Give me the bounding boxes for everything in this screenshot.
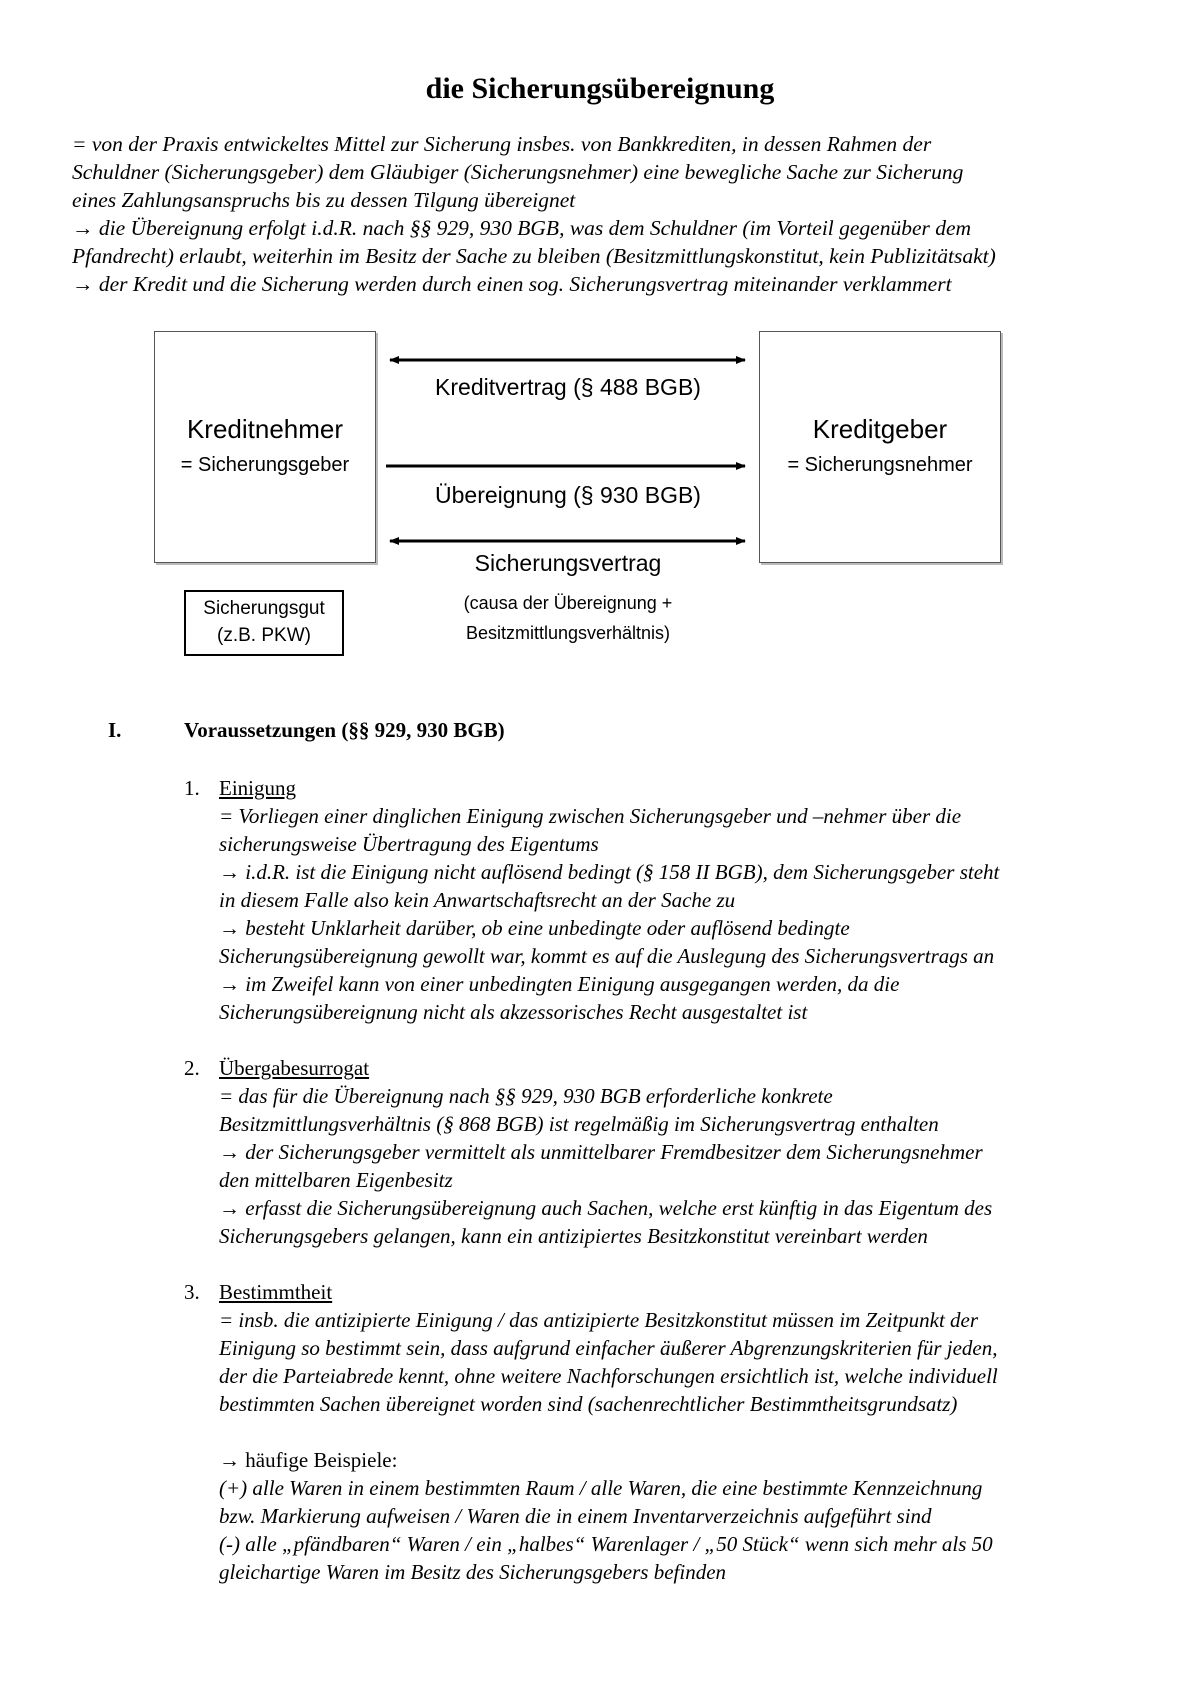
creditor-subtitle: = Sicherungsnehmer (787, 454, 973, 476)
item-number: 2. (184, 1056, 200, 1080)
intro-line: Schuldner (Sicherungsgeber) dem Gläubiger (Sicherungsnehmer) eine bewegliche Sache zur Sicherung (72, 160, 964, 184)
intro-line: eines Zahlungsanspruchs bis zu dessen Tilgung übereignet (72, 188, 576, 212)
transfer-label: Übereignung (§ 930 BGB) (435, 482, 701, 508)
item-title: Übergabesurrogat (219, 1056, 370, 1080)
collateral-label: Sicherungsgut (203, 598, 325, 619)
item-line: = insb. die antizipierte Einigung / das antizipierte Besitzkonstitut müssen im Zeitpunkt der (219, 1308, 979, 1332)
item-line: Sicherungsgebers gelangen, kann ein antizipiertes Besitzkonstitut vereinbart werden (219, 1224, 928, 1248)
item-line: der die Parteiabrede kennt, ohne weitere Nachforschungen ersichtlich ist, welche individuell (219, 1364, 998, 1388)
item-line: Besitzmittlungsverhältnis (§ 868 BGB) ist regelmäßig im Sicherungsvertrag enthalten (219, 1112, 939, 1136)
intro-line: → die Übereignung erfolgt i.d.R. nach §§ 929, 930 BGB, was dem Schuldner (im Vorteil gegenüber dem (72, 216, 972, 240)
item-line: → erfasst die Sicherungsübereignung auch Sachen, welche erst künftig in das Eigentum des (219, 1196, 993, 1220)
security-agreement-label: Sicherungsvertrag (474, 550, 662, 576)
item-line: bestimmten Sachen übereignet worden sind (sachenrechtlicher Bestimmtheitsgrundsatz) (219, 1392, 958, 1416)
blank-line (219, 1418, 1159, 1446)
item-line: = das für die Übereignung nach §§ 929, 930 BGB erforderliche konkrete (219, 1084, 833, 1108)
creditor-title: Kreditgeber (812, 414, 948, 444)
item-number: 1. (184, 776, 200, 800)
security-agreement-note (386, 588, 750, 648)
item-line: → im Zweifel kann von einer unbedingten Einigung ausgegangen werden, da die (219, 972, 900, 996)
example-line: (+) alle Waren in einem bestimmten Raum / alle Waren, die eine bestimmte Kennzeichnung (219, 1476, 983, 1500)
item-line: den mittelbaren Eigenbesitz (219, 1168, 453, 1192)
intro-line: → der Kredit und die Sicherung werden durch einen sog. Sicherungsvertrag miteinander verklammert (72, 272, 952, 296)
item-number: 3. (184, 1280, 200, 1304)
note-line: (causa der Übereignung + (463, 593, 673, 613)
item-line: → besteht Unklarheit darüber, ob eine unbedingte oder auflösend bedingte (219, 916, 850, 940)
section-heading: Voraussetzungen (§§ 929, 930 BGB) (184, 718, 505, 742)
item-line: sicherungsweise Übertragung des Eigentums (219, 832, 599, 856)
item-line: = Vorliegen einer dinglichen Einigung zwischen Sicherungsgeber und –nehmer über die (219, 804, 962, 828)
item-line: Sicherungsübereignung nicht als akzessorisches Recht ausgestaltet ist (219, 1000, 808, 1024)
section-number: I. (108, 718, 122, 742)
example-line: gleichartige Waren im Besitz des Sicherungsgebers befinden (219, 1560, 727, 1584)
example-line: bzw. Markierung aufweisen / Waren die in einem Inventarverzeichnis aufgeführt sind (219, 1504, 932, 1528)
item-line: in diesem Falle also kein Anwartschaftsrecht an der Sache zu (219, 888, 736, 912)
page-title: die Sicherungsübereignung (425, 72, 775, 105)
item-body (219, 1278, 1159, 1586)
item-line: → der Sicherungsgeber vermittelt als unmittelbarer Fremdbesitzer dem Sicherungsnehmer (219, 1140, 983, 1164)
credit-contract-label: Kreditvertrag (§ 488 BGB) (435, 374, 701, 400)
item-body (219, 774, 1159, 1026)
note-line: Besitzmittlungsverhältnis) (465, 623, 671, 643)
item-body (219, 1054, 1159, 1250)
collateral-box (184, 590, 344, 656)
examples-heading: → häufige Beispiele: (219, 1448, 398, 1472)
item-title: Einigung (219, 776, 296, 800)
debtor-subtitle: = Sicherungsgeber (180, 454, 350, 476)
example-line: (-) alle „pfändbaren“ Waren / ein „halbes“ Warenlager / „50 Stück“ wenn sich mehr als 50 (219, 1532, 993, 1556)
item-line: Sicherungsübereignung gewollt war, kommt es auf die Auslegung des Sicherungsvertrags an (219, 944, 995, 968)
collateral-example: (z.B. PKW) (217, 625, 311, 646)
item-line: Einigung so bestimmt sein, dass aufgrund einfacher äußerer Abgrenzungskriterien für jeden, (219, 1336, 998, 1360)
item-title: Bestimmtheit (219, 1280, 333, 1304)
debtor-title: Kreditnehmer (186, 414, 344, 444)
intro-line: Pfandrecht) erlaubt, weiterhin im Besitz der Sache zu bleiben (Besitzmittlungskonstitut, kein Publizitätsakt) (72, 244, 996, 268)
intro-line: = von der Praxis entwickeltes Mittel zur Sicherung insbes. von Bankkrediten, in dessen Rahmen der (72, 132, 932, 156)
item-line: → i.d.R. ist die Einigung nicht auflösend bedingt (§ 158 II BGB), dem Sicherungsgeber steht (219, 860, 1000, 884)
